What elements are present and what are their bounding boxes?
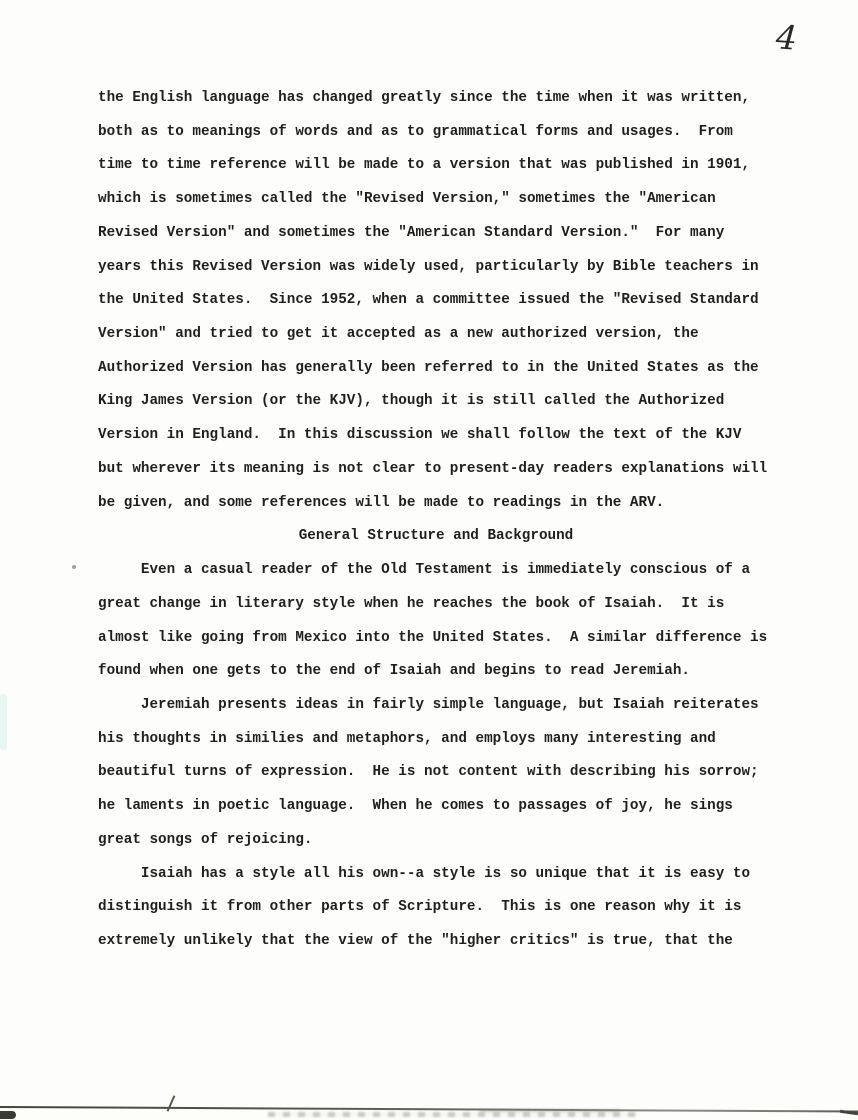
- text-line: King James Version (or the KJV), though it is still called the Authorized: [98, 393, 725, 410]
- page-number: 4: [774, 17, 799, 58]
- text-line: Version" and tried to get it accepted as a new authorized version, the: [98, 326, 699, 343]
- text-line: the English language has changed greatly since the time when it was written,: [98, 90, 751, 106]
- document-body: [98, 82, 774, 959]
- text-line: found when one gets to the end of Isaiah and begins to read Jeremiah.: [98, 663, 690, 680]
- scan-corner-mark: [0, 1111, 16, 1119]
- text-line: the United States. Since 1952, when a committee issued the "Revised Standard: [98, 292, 759, 309]
- text-line: Isaiah has a style all his own--a style is so unique that it is easy to: [98, 865, 751, 882]
- text-line: Jeremiah presents ideas in fairly simple language, but Isaiah reiterates: [98, 696, 759, 713]
- section-heading: General Structure and Background: [298, 528, 574, 545]
- pen-slash-mark: [167, 1095, 176, 1111]
- text-line: distinguish it from other parts of Scripture. This is one reason why it is: [98, 899, 742, 916]
- text-line: Version in England. In this discussion we shall follow the text of the KJV: [98, 427, 742, 444]
- text-line: great change in literary style when he reaches the book of Isaiah. It is: [98, 595, 725, 612]
- text-line: years this Revised Version was widely used, particularly by Bible teachers in: [98, 258, 759, 275]
- text-line: his thoughts in similies and metaphors, and employs many interesting and: [98, 730, 716, 747]
- text-line: Even a casual reader of the Old Testament is immediately conscious of a: [98, 562, 751, 579]
- text-line: but wherever its meaning is not clear to present-day readers explanations will: [98, 460, 768, 477]
- text-line: be given, and some references will be made to readings in the ARV.: [98, 494, 665, 511]
- text-line: time to time reference will be made to a version that was published in 1901,: [98, 157, 751, 174]
- ink-speck: [72, 565, 76, 569]
- text-line: he laments in poetic language. When he comes to passages of joy, he sings: [98, 798, 733, 815]
- text-line: great songs of rejoicing.: [98, 831, 313, 848]
- scan-smudge: [480, 1109, 620, 1112]
- scan-smudge: [268, 1112, 638, 1117]
- text-line: which is sometimes called the "Revised Version," sometimes the "American: [98, 191, 716, 208]
- text-line: almost like going from Mexico into the United States. A similar difference is: [98, 629, 768, 646]
- text-line: beautiful turns of expression. He is not content with describing his sorrow;: [98, 764, 759, 781]
- scan-edge-smudge: [0, 694, 7, 750]
- text-line: both as to meanings of words and as to grammatical forms and usages. From: [98, 123, 733, 140]
- text-line: Revised Version" and sometimes the "American Standard Version." For many: [98, 224, 725, 241]
- text-line: Authorized Version has generally been referred to in the United States as the: [98, 359, 759, 376]
- text-line: extremely unlikely that the view of the "higher critics" is true, that the: [98, 932, 733, 949]
